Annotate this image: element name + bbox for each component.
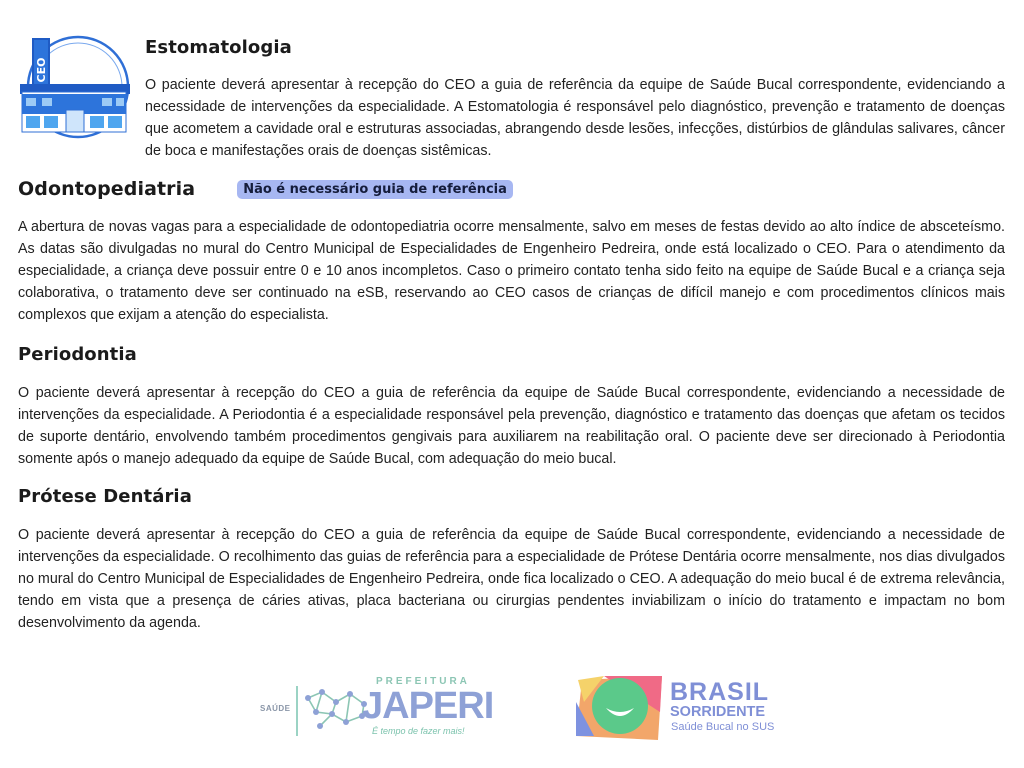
- brasil-sorridente-logo: [574, 672, 794, 744]
- section-title-protese-dentaria: Prótese Dentária: [18, 486, 192, 507]
- network-icon: [302, 684, 370, 734]
- japeri-wordmark: JAPERI: [362, 685, 494, 727]
- brasil-wordmark: BRASIL: [670, 678, 770, 706]
- divider: [296, 686, 298, 736]
- ceo-logo-text: CEO: [35, 57, 48, 83]
- no-referral-badge: Não é necessário guia de referência: [237, 180, 513, 199]
- ceo-logo: [18, 32, 134, 142]
- japeri-logo: [258, 676, 498, 742]
- sorridente-wordmark: SORRIDENTE: [670, 704, 766, 720]
- section-title-estomatologia: Estomatologia: [145, 37, 292, 58]
- section-body-estomatologia: O paciente deverá apresentar à recepção do CEO a guia de referência da equipe de Saúde Bucal correspondente, evidenciando a necessidade de intervenções da especialidade. A Estomatologia é responsável pelo diagnóstico, prevenção e tratamento de doenças que acometem a cavidade oral e estruturas associadas, abrangendo desde lesões, infecções, distúrbios de glândulas salivares, câncer de boca e manifestações orais de doenças sistêmicas.: [145, 77, 1005, 159]
- prefeitura-label: PREFEITURA: [376, 676, 470, 687]
- section-header-odontopediatria: [18, 178, 513, 200]
- section-body-protese-dentaria: O paciente deverá apresentar à recepção do CEO a guia de referência da equipe de Saúde Bucal correspondente, evidenciando a necessidade de intervenções da especialidade. O recolhimento das guias de referência para a especialidade de Prótese Dentária ocorre mensalmente, nos dias divulgados no mural do Centro Municipal de Especialidades de Engenheiro Pedreira, onde fica localizado o CEO. A adequação do meio bucal é de extrema relevância, tendo em vista que a presença de cáries ativas, placa bacteriana ou cirurgias pendentes inviabilizam o início do tratamento e impactam no bom desenvolvimento da agenda.: [18, 527, 1005, 631]
- japeri-tagline: É tempo de fazer mais!: [372, 726, 465, 736]
- section-body-periodontia: O paciente deverá apresentar à recepção do CEO a guia de referência da equipe de Saúde Bucal correspondente, evidenciando a necessidade de intervenções da especialidade. A Periodontia é a especialidade responsável pela prevenção, diagnóstico e tratamento das doenças que afetam os tecidos de suporte dentário, envolvendo também procedimentos gengivais para auxiliarem na reabilitação oral. O paciente deve ser direcionado à Periodontia somente após o manejo adequado da equipe de Saúde Bucal, com adequação do meio bucal.: [18, 385, 1005, 467]
- section-title-periodontia: Periodontia: [18, 344, 137, 365]
- section-body-odontopediatria: A abertura de novas vagas para a especialidade de odontopediatria ocorre mensalmente, salvo em meses de festas devido ao alto índice de absceteísmo. As datas são divulgadas no mural do Centro Municipal de Especialidades de Engenheiro Pedreira, onde está localizado o CEO. Para o atendimento da especialidade, a criança deve possuir entre 0 e 10 anos incompletos. Caso o primeiro contato tenha sido feito na equipe de Saúde Bucal e a criança seja colaborativa, o tratamento deve ser continuado na eSB, reservando ao CEO casos de crianças de difícil manejo e com procedimentos clínicos mais complexos que exijam a atenção do especialista.: [18, 219, 1005, 323]
- smile-icon: [574, 672, 666, 744]
- ceo-building-icon: [18, 32, 134, 142]
- japeri-saude-label: SAÚDE: [260, 704, 291, 713]
- section-title-odontopediatria: Odontopediatria: [18, 178, 196, 200]
- saude-bucal-tagline: Saúde Bucal no SUS: [671, 721, 775, 733]
